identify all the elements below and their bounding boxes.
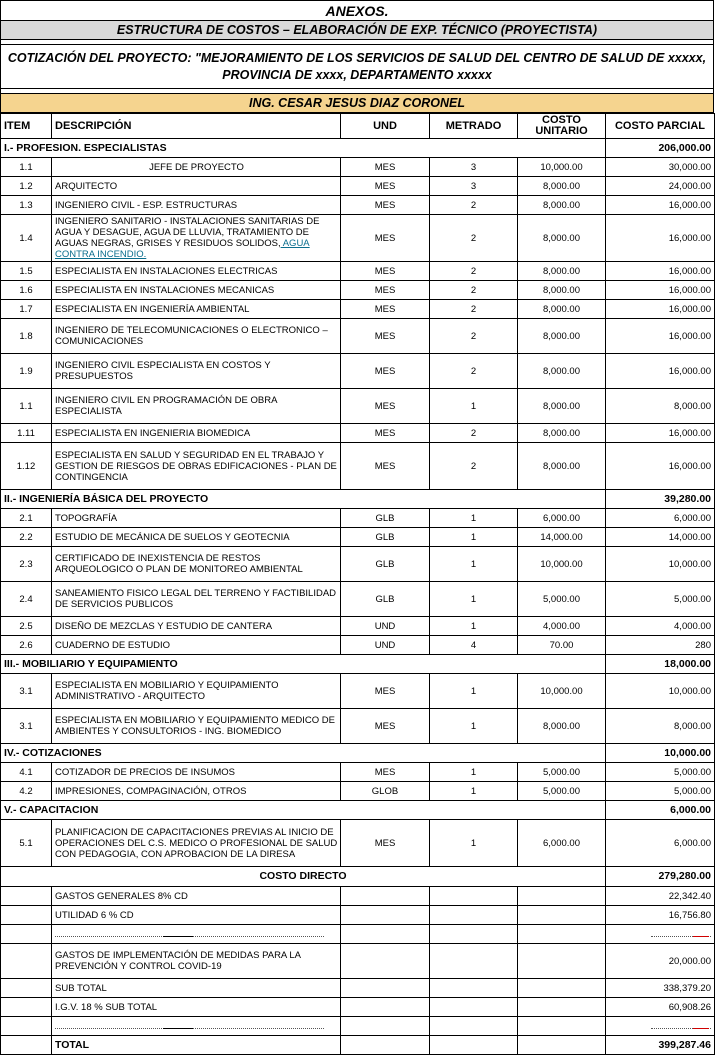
table-row: [1, 158, 715, 177]
item-number: 1.6: [1, 281, 52, 300]
section-title: III.- MOBILIARIO Y EQUIPAMIENTO: [1, 655, 606, 674]
item-partial-cost: 6,000.00: [606, 509, 715, 528]
item-description: [52, 763, 341, 782]
dotted-line: [55, 1022, 324, 1029]
table-row: [1, 674, 715, 709]
table-row: [1, 443, 715, 490]
item-unit-cost: 8,000.00: [518, 443, 606, 490]
table-row: [1, 281, 715, 300]
item-metrado: 1: [430, 547, 518, 582]
item-description-text: IMPRESIONES, COMPAGINACIÓN, OTROS: [55, 785, 247, 797]
item-number: 5.1: [1, 820, 52, 867]
section-header-row: [1, 801, 715, 820]
item-description: [52, 215, 341, 262]
item-description-text: CERTIFICADO DE INEXISTENCIA DE RESTOS ARQUEOLOGICO O PLAN DE MONITOREO AMBIENTAL: [55, 553, 303, 575]
blank-dotted-row: [1, 1017, 715, 1036]
table-row: [1, 215, 715, 262]
item-description-text: JEFE DE PROYECTO: [149, 161, 244, 173]
summary-body: [1, 867, 715, 1055]
section-title: II.- INGENIERÍA BÁSICA DEL PROYECTO: [1, 490, 606, 509]
item-unit: MES: [341, 709, 430, 744]
item-description-text: INGENIERO DE TELECOMUNICACIONES O ELECTRONICO – COMUNICACIONES: [55, 325, 328, 347]
igv-row: [1, 998, 715, 1017]
item-metrado: 2: [430, 443, 518, 490]
table-row: [1, 528, 715, 547]
item-partial-cost: 280: [606, 636, 715, 655]
grand-total-label: TOTAL: [52, 1036, 341, 1055]
subtotal-value: 338,379.20: [606, 979, 715, 998]
col-metrado-header: METRADO: [430, 114, 518, 139]
table-row: [1, 582, 715, 617]
item-description: [52, 389, 341, 424]
section-total: 10,000.00: [606, 744, 715, 763]
section-total: 6,000.00: [606, 801, 715, 820]
item-unit-cost: 5,000.00: [518, 582, 606, 617]
item-description-text: ESPECIALISTA EN INGENIERÍA AMBIENTAL: [55, 303, 250, 315]
item-unit-cost: 8,000.00: [518, 177, 606, 196]
item-description: [52, 158, 341, 177]
item-unit: MES: [341, 763, 430, 782]
item-metrado: 2: [430, 281, 518, 300]
item-unit: UND: [341, 617, 430, 636]
item-unit-cost: 8,000.00: [518, 389, 606, 424]
item-unit: GLB: [341, 547, 430, 582]
general-expenses-value: 22,342.40: [606, 887, 715, 906]
item-description-link[interactable]: AGUA CONTRA INCENDIO.: [55, 238, 310, 260]
section-header-row: [1, 139, 715, 158]
item-partial-cost: 4,000.00: [606, 617, 715, 636]
item-number: 1.7: [1, 300, 52, 319]
covid-expenses-label: GASTOS DE IMPLEMENTACIÓN DE MEDIDAS PARA LA PREVENCIÓN Y CONTROL COVID-19: [52, 944, 341, 979]
section-header-row: [1, 655, 715, 674]
item-description: [52, 177, 341, 196]
item-partial-cost: 16,000.00: [606, 300, 715, 319]
section-header-row: [1, 744, 715, 763]
section-total: 18,000.00: [606, 655, 715, 674]
item-metrado: 1: [430, 509, 518, 528]
grand-total-value: 399,287.46: [606, 1036, 715, 1055]
item-number: 1.5: [1, 262, 52, 281]
section-total: 206,000.00: [606, 139, 715, 158]
item-metrado: 2: [430, 300, 518, 319]
item-unit-cost: 6,000.00: [518, 509, 606, 528]
item-description: [52, 443, 341, 490]
item-unit: GLB: [341, 582, 430, 617]
subtotal-label: SUB TOTAL: [52, 979, 341, 998]
item-unit-cost: 8,000.00: [518, 319, 606, 354]
item-metrado: 1: [430, 389, 518, 424]
item-unit: MES: [341, 319, 430, 354]
item-unit-cost: 6,000.00: [518, 820, 606, 867]
section-title: V.- CAPACITACION: [1, 801, 606, 820]
direct-cost-row: [1, 867, 715, 887]
item-description: [52, 709, 341, 744]
item-metrado: 2: [430, 262, 518, 281]
item-number: 2.6: [1, 636, 52, 655]
item-number: 1.1: [1, 389, 52, 424]
item-partial-cost: 16,000.00: [606, 354, 715, 389]
item-metrado: 1: [430, 709, 518, 744]
item-metrado: 2: [430, 215, 518, 262]
table-row: [1, 300, 715, 319]
item-unit: MES: [341, 443, 430, 490]
item-unit-cost: 10,000.00: [518, 158, 606, 177]
item-number: 4.2: [1, 782, 52, 801]
table-row: [1, 636, 715, 655]
item-partial-cost: 8,000.00: [606, 389, 715, 424]
item-unit: MES: [341, 215, 430, 262]
item-description-text: ESTUDIO DE MECÁNICA DE SUELOS Y GEOTECNIA: [55, 531, 290, 543]
section-title: IV.- COTIZACIONES: [1, 744, 606, 763]
table-row: [1, 424, 715, 443]
table-row: [1, 763, 715, 782]
direct-cost-label: COSTO DIRECTO: [1, 867, 606, 887]
covid-expenses-row: [1, 944, 715, 979]
table-body: [1, 139, 715, 867]
item-number: 4.1: [1, 763, 52, 782]
item-unit-cost: 10,000.00: [518, 674, 606, 709]
item-description-text: PLANIFICACION DE CAPACITACIONES PREVIAS AL INICIO DE OPERACIONES DEL C.S. MEDICO O PROFESIONAL DE SALUD CON PEDAGOGIA, CON APROBACION DE LA DIRESA: [55, 826, 338, 860]
item-unit: MES: [341, 196, 430, 215]
item-unit-cost: 8,000.00: [518, 215, 606, 262]
item-partial-cost: 16,000.00: [606, 215, 715, 262]
igv-value: 60,908.26: [606, 998, 715, 1017]
project-quote-title: [0, 44, 714, 88]
item-unit-cost: 8,000.00: [518, 424, 606, 443]
subtotal-row: [1, 979, 715, 998]
dotted-line: [55, 930, 324, 937]
item-unit: GLB: [341, 509, 430, 528]
table-row: [1, 547, 715, 582]
item-description: [52, 509, 341, 528]
utility-label: UTILIDAD 6 % CD: [52, 906, 341, 925]
section-total: 39,280.00: [606, 490, 715, 509]
item-number: 2.3: [1, 547, 52, 582]
item-unit-cost: 8,000.00: [518, 196, 606, 215]
item-number: 1.4: [1, 215, 52, 262]
item-description-text: ESPECIALISTA EN INSTALACIONES ELECTRICAS: [55, 265, 278, 277]
item-number: 3.1: [1, 674, 52, 709]
item-unit: MES: [341, 281, 430, 300]
item-number: 1.8: [1, 319, 52, 354]
table-row: [1, 389, 715, 424]
general-expenses-label: GASTOS GENERALES 8% CD: [52, 887, 341, 906]
item-description-text: INGENIERO CIVIL ESPECIALISTA EN COSTOS Y PRESUPUESTOS: [55, 360, 271, 382]
item-partial-cost: 14,000.00: [606, 528, 715, 547]
col-partial-cost-header: COSTO PARCIAL: [606, 114, 715, 139]
item-unit-cost: 5,000.00: [518, 782, 606, 801]
section-title: I.- PROFESION. ESPECIALISTAS: [1, 139, 606, 158]
item-description: [52, 674, 341, 709]
dotted-line: [651, 1022, 711, 1029]
item-number: 2.1: [1, 509, 52, 528]
item-number: 1.12: [1, 443, 52, 490]
item-partial-cost: 16,000.00: [606, 319, 715, 354]
item-unit: MES: [341, 820, 430, 867]
item-description-text: ESPECIALISTA EN SALUD Y SEGURIDAD EN EL TRABAJO Y GESTION DE RIESGOS DE OBRAS EDIFICACIONES - PLAN DE CONTINGENCIA: [55, 449, 337, 483]
item-description-text: SANEAMIENTO FISICO LEGAL DEL TERRENO Y FACTIBILIDAD DE SERVICIOS PUBLICOS: [55, 588, 337, 610]
general-expenses-row: [1, 887, 715, 906]
item-unit: MES: [341, 389, 430, 424]
item-description-text: ESPECIALISTA EN MOBILIARIO Y EQUIPAMIENTO MEDICO DE AMBIENTES Y CONSULTORIOS - ING. BIOMEDICO: [55, 715, 335, 737]
item-unit: MES: [341, 300, 430, 319]
item-metrado: 3: [430, 177, 518, 196]
item-metrado: 3: [430, 158, 518, 177]
table-row: [1, 177, 715, 196]
item-metrado: 2: [430, 354, 518, 389]
item-number: 1.2: [1, 177, 52, 196]
igv-label: I.G.V. 18 % SUB TOTAL: [52, 998, 341, 1017]
item-description: [52, 319, 341, 354]
item-description: [52, 636, 341, 655]
table-row: [1, 354, 715, 389]
item-number: 3.1: [1, 709, 52, 744]
item-metrado: 2: [430, 319, 518, 354]
item-unit-cost: 5,000.00: [518, 763, 606, 782]
table-header-row: [1, 114, 715, 139]
item-metrado: 1: [430, 674, 518, 709]
item-description-text: ESPECIALISTA EN INGENIERIA BIOMEDICA: [55, 427, 251, 439]
item-description-text: DISEÑO DE MEZCLAS Y ESTUDIO DE CANTERA: [55, 620, 273, 632]
table-row: [1, 509, 715, 528]
item-metrado: 1: [430, 820, 518, 867]
table-row: [1, 820, 715, 867]
item-partial-cost: 16,000.00: [606, 262, 715, 281]
item-unit-cost: 8,000.00: [518, 300, 606, 319]
item-partial-cost: 30,000.00: [606, 158, 715, 177]
direct-cost-value: 279,280.00: [606, 867, 715, 887]
item-description-text: ESPECIALISTA EN INSTALACIONES MECANICAS: [55, 284, 275, 296]
item-partial-cost: 10,000.00: [606, 547, 715, 582]
item-number: 1.9: [1, 354, 52, 389]
table-row: [1, 709, 715, 744]
item-description: [52, 300, 341, 319]
section-header-row: [1, 490, 715, 509]
item-description: [52, 582, 341, 617]
item-description: [52, 281, 341, 300]
item-number: 1.1: [1, 158, 52, 177]
item-unit: GLOB: [341, 782, 430, 801]
utility-row: [1, 906, 715, 925]
item-description-text: INGENIERO SANITARIO - INSTALACIONES SANITARIAS DE AGUA Y DESAGUE, AGUA DE LLUVIA, TRATAMIENTO DE AGUAS NEGRAS, GRISES Y RESIDUOS SOLIDOS,: [55, 216, 320, 249]
item-description: [52, 424, 341, 443]
item-description: [52, 354, 341, 389]
item-unit-cost: 10,000.00: [518, 547, 606, 582]
item-unit-cost: 8,000.00: [518, 281, 606, 300]
item-number: 2.5: [1, 617, 52, 636]
item-unit: MES: [341, 158, 430, 177]
table-row: [1, 782, 715, 801]
item-unit: UND: [341, 636, 430, 655]
item-unit-cost: 8,000.00: [518, 709, 606, 744]
item-description: [52, 196, 341, 215]
item-unit: MES: [341, 354, 430, 389]
item-unit-cost: 70.00: [518, 636, 606, 655]
page-subtitle: ESTRUCTURA DE COSTOS – ELABORACIÓN DE EXP. TÉCNICO (PROYECTISTA): [0, 20, 714, 40]
table-row: [1, 319, 715, 354]
item-metrado: 1: [430, 763, 518, 782]
item-partial-cost: 5,000.00: [606, 582, 715, 617]
item-description: [52, 547, 341, 582]
item-description: [52, 262, 341, 281]
item-number: 2.4: [1, 582, 52, 617]
item-description-text: INGENIERO CIVIL EN PROGRAMACIÓN DE OBRA ESPECIALISTA: [55, 395, 277, 417]
item-partial-cost: 16,000.00: [606, 443, 715, 490]
item-unit-cost: 4,000.00: [518, 617, 606, 636]
item-unit-cost: 8,000.00: [518, 354, 606, 389]
table-row: [1, 617, 715, 636]
engineer-name: ING. CESAR JESUS DIAZ CORONEL: [0, 93, 714, 113]
item-number: 1.11: [1, 424, 52, 443]
item-partial-cost: 24,000.00: [606, 177, 715, 196]
item-description-text: ESPECIALISTA EN MOBILIARIO Y EQUIPAMIENTO ADMINISTRATIVO - ARQUITECTO: [55, 680, 279, 702]
item-description: [52, 528, 341, 547]
item-unit-cost: 14,000.00: [518, 528, 606, 547]
item-unit-cost: 8,000.00: [518, 262, 606, 281]
item-partial-cost: 16,000.00: [606, 281, 715, 300]
table-row: [1, 196, 715, 215]
col-unit-cost-header: COSTO UNITARIO: [518, 114, 606, 139]
item-number: 1.3: [1, 196, 52, 215]
col-item-header: ITEM: [1, 114, 52, 139]
item-partial-cost: 5,000.00: [606, 763, 715, 782]
item-metrado: 4: [430, 636, 518, 655]
col-description-header: DESCRIPCIÓN: [52, 114, 341, 139]
item-partial-cost: 16,000.00: [606, 196, 715, 215]
item-description-text: CUADERNO DE ESTUDIO: [55, 639, 171, 651]
item-description-text: INGENIERO CIVIL - ESP. ESTRUCTURAS: [55, 199, 238, 211]
col-unit-header: UND: [341, 114, 430, 139]
project-quote-line-1: COTIZACIÓN DEL PROYECTO: "MEJORAMIENTO DE LOS SERVICIOS DE SALUD DEL CENTRO DE SALUD DE xxxxx,: [7, 51, 707, 65]
covid-expenses-value: 20,000.00: [606, 944, 715, 979]
item-description: [52, 782, 341, 801]
item-partial-cost: 16,000.00: [606, 424, 715, 443]
cost-table: [0, 113, 715, 1055]
item-description-text: TOPOGRAFÍA: [55, 512, 118, 524]
item-metrado: 1: [430, 782, 518, 801]
item-metrado: 1: [430, 617, 518, 636]
item-description-text: COTIZADOR DE PRECIOS DE INSUMOS: [55, 766, 235, 778]
item-unit: MES: [341, 674, 430, 709]
item-unit: MES: [341, 262, 430, 281]
item-number: 2.2: [1, 528, 52, 547]
utility-value: 16,756.80: [606, 906, 715, 925]
item-partial-cost: 6,000.00: [606, 820, 715, 867]
item-partial-cost: 5,000.00: [606, 782, 715, 801]
item-partial-cost: 8,000.00: [606, 709, 715, 744]
item-description: [52, 617, 341, 636]
item-description: [52, 820, 341, 867]
project-quote-line-2: PROVINCIA DE xxxx, DEPARTAMENTO xxxxx: [222, 68, 492, 82]
item-metrado: 1: [430, 582, 518, 617]
blank-dotted-row: [1, 925, 715, 944]
item-metrado: 2: [430, 424, 518, 443]
item-unit: GLB: [341, 528, 430, 547]
dotted-line: [651, 930, 711, 937]
grand-total-row: [1, 1036, 715, 1055]
item-unit: MES: [341, 177, 430, 196]
item-metrado: 2: [430, 196, 518, 215]
table-row: [1, 262, 715, 281]
page-title: ANEXOS.: [0, 0, 714, 20]
item-description-text: ARQUITECTO: [55, 180, 118, 192]
item-metrado: 1: [430, 528, 518, 547]
item-partial-cost: 10,000.00: [606, 674, 715, 709]
item-unit: MES: [341, 424, 430, 443]
